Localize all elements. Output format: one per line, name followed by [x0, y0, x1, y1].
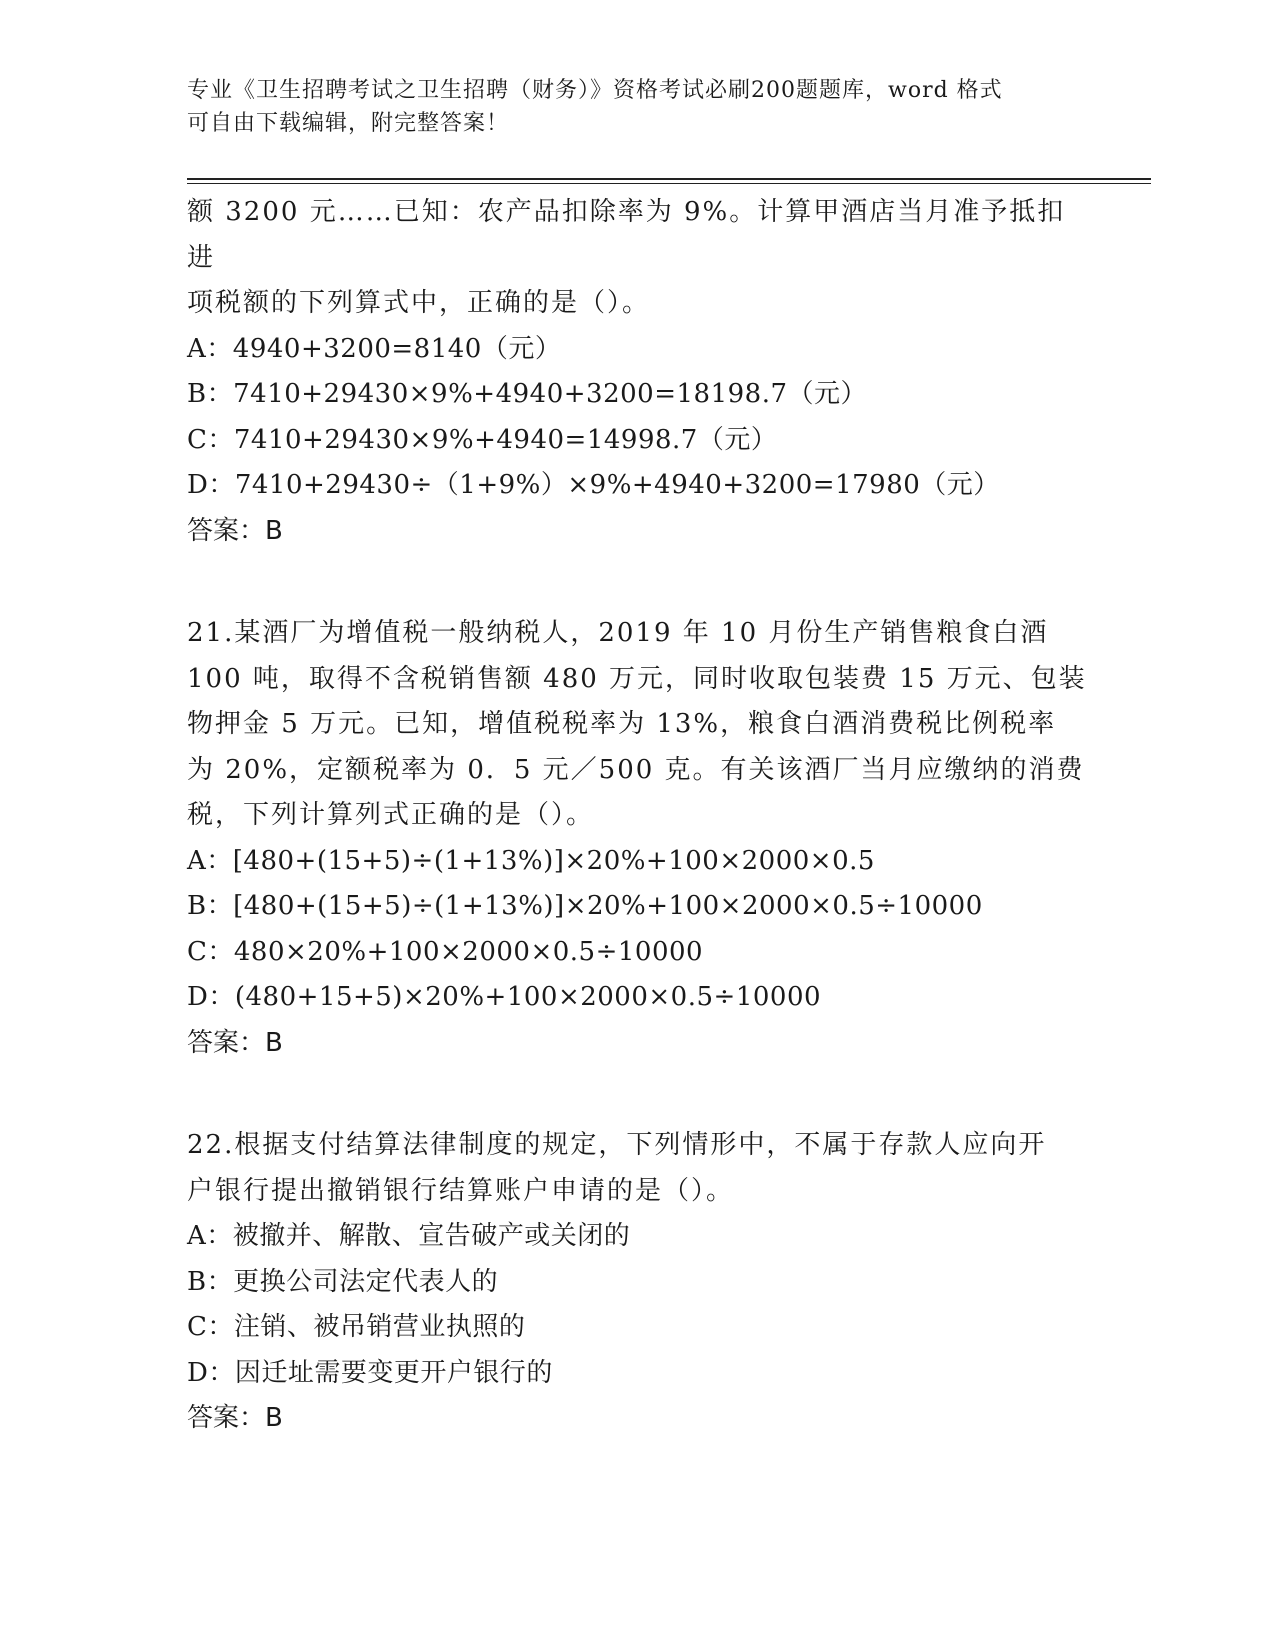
document-header: [187, 74, 1087, 140]
spacer: [187, 1066, 1087, 1123]
question-stem-line: 22.根据支付结算法律制度的规定，下列情形中，不属于存款人应向开: [187, 1130, 1047, 1160]
question-stem-line: 户银行提出撤销银行结算账户申请的是（）。: [187, 1175, 735, 1206]
question-stem-line: 额 3200 元……已知：农产品扣除率为 9%。计算甲酒店当月准予抵扣进: [187, 197, 1066, 273]
question-block: [187, 190, 1087, 554]
option-a: A：被撤并、解散、宣告破产或关闭的: [187, 1221, 631, 1251]
header-rule-thick: [187, 178, 1151, 180]
option-d: D：(480+15+5)×20%+100×2000×0.5÷10000: [187, 982, 822, 1012]
answer: 答案：B: [187, 1027, 283, 1058]
option-b: B：更换公司法定代表人的: [187, 1266, 499, 1297]
option-c: C：7410+29430×9%+4940=14998.7（元）: [187, 424, 778, 455]
question-stem-line: 100 吨，取得不含税销售额 480 万元，同时收取包装费 15 万元、包装: [187, 663, 1087, 694]
header-rule-thin: [187, 183, 1151, 184]
option-a: A：[480+(15+5)÷(1+13%)]×20%+100×2000×0.5: [187, 845, 875, 876]
answer: 答案：B: [187, 1403, 283, 1433]
option-d: D：7410+29430÷（1+9%）×9%+4940+3200=17980（元）: [187, 470, 1000, 500]
question-stem-line: 税，下列计算列式正确的是（）。: [187, 800, 595, 830]
answer: 答案：B: [187, 515, 283, 546]
header-line-1: 专业《卫生招聘考试之卫生招聘（财务）》资格考试必刷200题题库，word 格式: [187, 78, 1003, 103]
question-stem-line: 21.某酒厂为增值税一般纳税人，2019 年 10 月份生产销售粮食白酒: [187, 618, 1049, 648]
question-block: [187, 1123, 1087, 1442]
option-b: B：7410+29430×9%+4940+3200=18198.7（元）: [187, 379, 868, 409]
option-a: A：4940+3200=8140（元）: [187, 333, 562, 364]
question-stem-line: 为 20%，定额税率为 0．5 元／500 克。有关该酒厂当月应缴纳的消费: [187, 754, 1085, 785]
question-stem-line: 项税额的下列算式中，正确的是（）。: [187, 288, 651, 318]
option-d: D：因迁址需要变更开户银行的: [187, 1357, 553, 1388]
question-stem-line: 物押金 5 万元。已知，增值税税率为 13%，粮食白酒消费税比例税率: [187, 709, 1057, 739]
option-b: B：[480+(15+5)÷(1+13%)]×20%+100×2000×0.5÷10000: [187, 891, 983, 921]
option-c: C：480×20%+100×2000×0.5÷10000: [187, 936, 704, 967]
question-list: [187, 190, 1087, 1442]
option-c: C：注销、被吊销营业执照的: [187, 1312, 526, 1342]
header-line-2: 可自由下载编辑，附完整答案！: [187, 111, 510, 136]
spacer: [187, 554, 1087, 611]
question-block: [187, 611, 1087, 1066]
